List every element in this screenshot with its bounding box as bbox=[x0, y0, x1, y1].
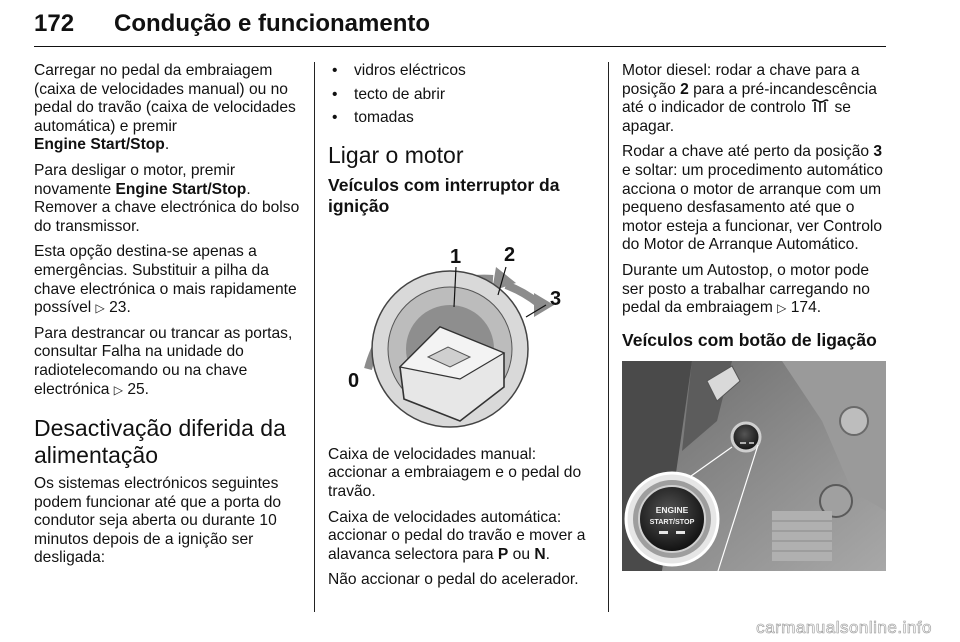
column-2 bbox=[328, 62, 596, 597]
page-reference-icon: ▷ bbox=[777, 301, 787, 316]
start-stop-button-photo bbox=[622, 361, 886, 571]
section-heading: Desactivação diferida da alimentação bbox=[34, 415, 286, 469]
paragraph: Carregar no pedal da embraiagem (caixa de velocidades manual) ou no pedal do travão (caixa de velocidades automática) e premir Engine Start/Stop. bbox=[34, 62, 296, 154]
paragraph: Não accionar o pedal do acelerador. bbox=[328, 571, 579, 589]
figure-label: 3 bbox=[550, 287, 562, 310]
page-header bbox=[34, 6, 886, 47]
bullet-list bbox=[328, 62, 596, 128]
page-reference-icon: ▷ bbox=[95, 301, 105, 316]
column-divider bbox=[314, 62, 315, 612]
column-divider bbox=[608, 62, 609, 612]
ignition-switch-illustration bbox=[328, 229, 596, 434]
glow-plug-icon bbox=[810, 99, 830, 113]
page-reference[interactable]: 174. bbox=[790, 299, 822, 317]
page-reference-icon: ▷ bbox=[113, 382, 123, 397]
subsection-heading: Veículos com interruptor da ignição bbox=[328, 174, 560, 216]
page-number: 172 bbox=[34, 10, 75, 37]
list-item: • vidros eléctricos bbox=[328, 62, 596, 81]
list-item: • tecto de abrir bbox=[328, 86, 596, 105]
page-title: Condução e funcionamento bbox=[114, 10, 431, 37]
paragraph: Esta opção destina-se apenas a emergências. Substituir a pilha da chave electrónica o mais rapidamente possível ▷ 23. bbox=[34, 243, 297, 317]
figure-label: 0 bbox=[348, 369, 360, 392]
subsection-heading: Veículos com botão de ligação bbox=[622, 329, 877, 350]
figure-label: 1 bbox=[450, 245, 462, 268]
button-label: START/STOP bbox=[649, 516, 695, 526]
button-label: ENGINE bbox=[655, 504, 689, 515]
paragraph: Caixa de velocidades manual: accionar a embraiagem e o pedal do travão. bbox=[328, 445, 582, 500]
figure-label: 2 bbox=[504, 243, 516, 266]
paragraph: Os sistemas electrónicos seguintes podem funcionar até que a porta do condutor seja aberta ou durante 10 minutos depois de a ignição ser desligada: bbox=[34, 475, 282, 567]
paragraph: Caixa de velocidades automática: accionar o pedal do travão e mover a alavanca selectora para P ou N. bbox=[328, 508, 586, 563]
paragraph: Durante um Autostop, o motor pode ser posto a trabalhar carregando no pedal da embraiagem ▷ 174. bbox=[622, 261, 870, 317]
page-reference[interactable]: 25. bbox=[127, 380, 150, 398]
watermark: carmanualsonline.info bbox=[756, 618, 932, 637]
column-3 bbox=[622, 62, 890, 583]
section-heading: Ligar o motor bbox=[328, 141, 464, 168]
paragraph: Para destrancar ou trancar as portas, consultar Falha na unidade do radiotelecomando ou na chave electrónica ▷ 25. bbox=[34, 324, 293, 398]
paragraph: Rodar a chave até perto da posição 3 e soltar: um procedimento automático acciona o motor de arranque com um pequeno desfasamento até que o motor esteja a funcionar, ver Controlo do Motor de Arranque Automático. bbox=[622, 143, 883, 254]
paragraph: Motor diesel: rodar a chave para a posição 2 para a pré-incandescência até o indicador de controlo se apagar. bbox=[622, 62, 877, 135]
list-item: • tomadas bbox=[328, 109, 596, 128]
page-reference[interactable]: 23. bbox=[109, 299, 131, 317]
paragraph: Para desligar o motor, premir novamente Engine Start/Stop. Remover a chave electrónica do bolso do transmissor. bbox=[34, 161, 300, 235]
column-1 bbox=[34, 62, 302, 575]
